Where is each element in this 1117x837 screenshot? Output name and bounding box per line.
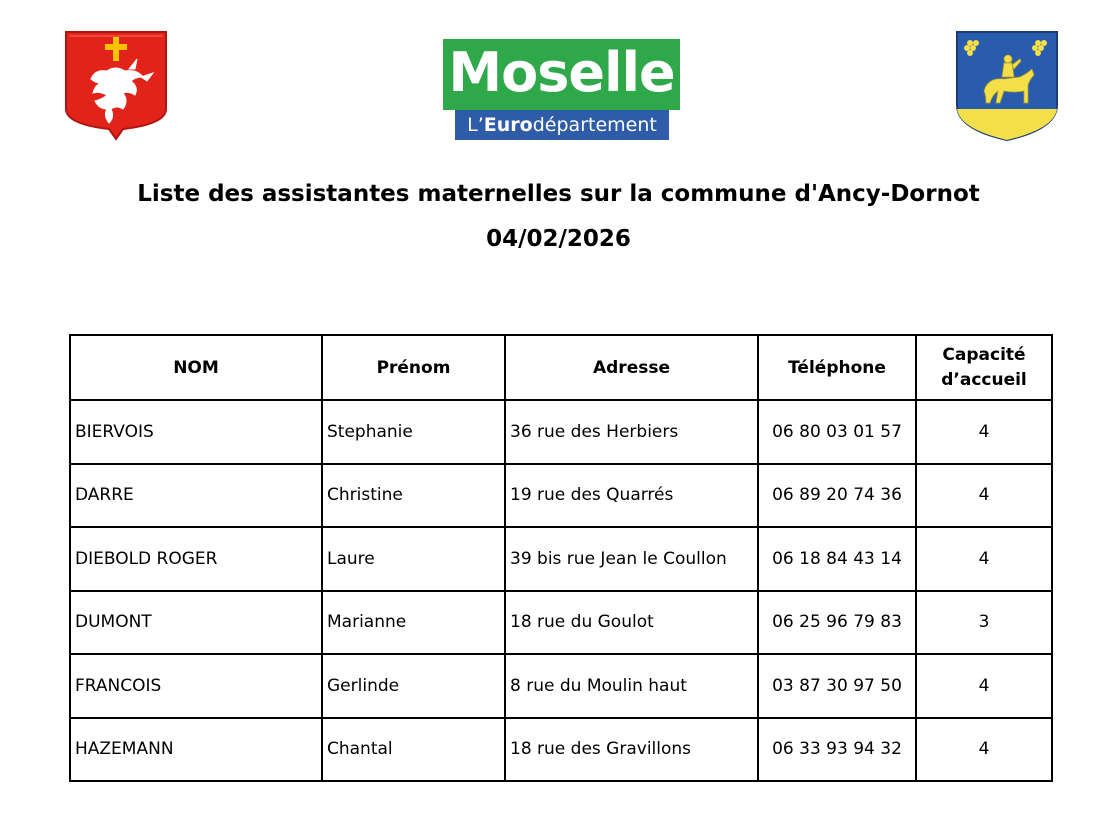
cell-telephone: 06 25 96 79 83 (758, 591, 916, 655)
moselle-tag-suffix: département (532, 114, 657, 136)
cell-telephone: 03 87 30 97 50 (758, 654, 916, 718)
moselle-logo-blue-band (455, 110, 669, 140)
cell-capacite: 4 (916, 718, 1052, 782)
cell-adresse: 18 rue des Gravillons (505, 718, 758, 782)
list-date: 04/02/2026 (486, 226, 631, 252)
cell-telephone: 06 89 20 74 36 (758, 464, 916, 528)
moselle-tag-prefix: L’ (467, 114, 484, 136)
assistants-table (69, 334, 1053, 782)
header-adresse: Adresse (505, 335, 758, 400)
table-row (70, 527, 1052, 591)
table-row (70, 591, 1052, 655)
cell-adresse: 18 rue du Goulot (505, 591, 758, 655)
cell-prenom: Christine (322, 464, 505, 528)
page-title: Liste des assistantes maternelles sur la commune d'Ancy-Dornot (137, 181, 980, 207)
header-capacite-line2: d’accueil (941, 369, 1027, 390)
table-header-row (70, 335, 1052, 400)
cell-nom: HAZEMANN (70, 718, 322, 782)
table-row (70, 400, 1052, 464)
header-telephone: Téléphone (758, 335, 916, 400)
header-prenom: Prénom (322, 335, 505, 400)
moselle-tag-bold: Euro (483, 114, 533, 136)
ancy-dornot-coat-of-arms-logo (954, 29, 1060, 143)
cell-prenom: Laure (322, 527, 505, 591)
cell-prenom: Stephanie (322, 400, 505, 464)
table-row (70, 718, 1052, 782)
cell-nom: DIEBOLD ROGER (70, 527, 322, 591)
cell-adresse: 39 bis rue Jean le Coullon (505, 527, 758, 591)
cell-prenom: Marianne (322, 591, 505, 655)
cell-prenom: Chantal (322, 718, 505, 782)
cell-adresse: 8 rue du Moulin haut (505, 654, 758, 718)
table-row (70, 464, 1052, 528)
cell-capacite: 4 (916, 527, 1052, 591)
header-nom: NOM (70, 335, 322, 400)
cell-nom: DARRE (70, 464, 322, 528)
header-capacite (916, 335, 1052, 400)
cell-capacite: 3 (916, 591, 1052, 655)
moselle-logo-green-band (443, 39, 680, 110)
cell-capacite: 4 (916, 464, 1052, 528)
header-capacite-line1: Capacité (942, 344, 1026, 365)
cell-nom: DUMONT (70, 591, 322, 655)
cell-telephone: 06 33 93 94 32 (758, 718, 916, 782)
cell-adresse: 19 rue des Quarrés (505, 464, 758, 528)
moselle-logo-name: Moselle (448, 41, 675, 104)
table-row (70, 654, 1052, 718)
cell-prenom: Gerlinde (322, 654, 505, 718)
cell-nom: FRANCOIS (70, 654, 322, 718)
cell-telephone: 06 80 03 01 57 (758, 400, 916, 464)
cell-capacite: 4 (916, 654, 1052, 718)
metz-coat-of-arms-logo (63, 29, 169, 141)
moselle-logo (443, 39, 680, 140)
cell-adresse: 36 rue des Herbiers (505, 400, 758, 464)
cell-telephone: 06 18 84 43 14 (758, 527, 916, 591)
cell-nom: BIERVOIS (70, 400, 322, 464)
moselle-logo-tagline (455, 114, 669, 136)
cell-capacite: 4 (916, 400, 1052, 464)
